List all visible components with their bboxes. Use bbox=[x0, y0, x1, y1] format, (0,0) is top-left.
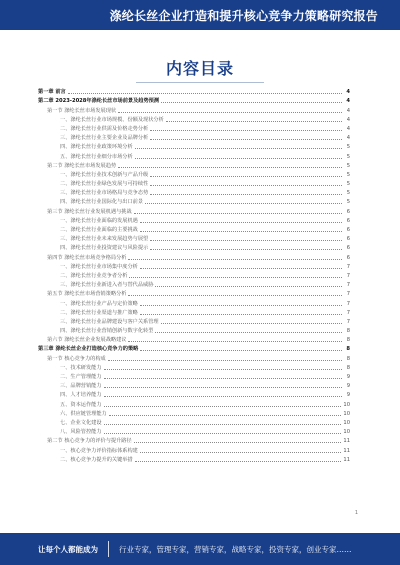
toc-entry-page: 7 bbox=[346, 318, 350, 325]
toc-entry-page: 5 bbox=[346, 144, 350, 151]
toc-entry[interactable] bbox=[38, 160, 350, 169]
toc-entry-label: 一、涤纶长丝行业面临的发展机遇 bbox=[60, 217, 138, 224]
report-header-banner bbox=[0, 0, 400, 30]
toc-leader-dots bbox=[129, 277, 342, 278]
toc-entry-label: 四、人才培养能力 bbox=[60, 392, 102, 399]
toc-entry[interactable] bbox=[38, 224, 350, 233]
toc-entry-label: 二、涤纶长丝行业绿色发展与可持续性 bbox=[60, 181, 149, 188]
toc-entry-page: 6 bbox=[346, 254, 350, 261]
toc-leader-dots bbox=[104, 369, 342, 370]
toc-entry[interactable] bbox=[38, 380, 350, 389]
toc-entry[interactable] bbox=[38, 242, 350, 251]
toc-entry[interactable] bbox=[38, 261, 350, 270]
toc-entry-page: 10 bbox=[343, 401, 350, 408]
toc-entry-page: 11 bbox=[343, 438, 350, 445]
toc-entry-label: 第六节 涤纶长丝企业发展战略建议 bbox=[47, 337, 127, 344]
toc-entry-label: 三、品牌营销能力 bbox=[60, 383, 102, 390]
toc-entry-label: 一、涤纶长丝行业市场集中度分析 bbox=[60, 263, 138, 270]
toc-entry-page: 6 bbox=[346, 227, 350, 233]
toc-entry-page: 4 bbox=[346, 89, 350, 96]
toc-entry-page: 9 bbox=[346, 392, 350, 399]
toc-entry-label: 七、企业文化建设 bbox=[60, 419, 102, 426]
toc-entry-page: 11 bbox=[343, 456, 350, 463]
toc-leader-dots bbox=[150, 176, 342, 177]
toc-entry[interactable] bbox=[38, 104, 350, 113]
toc-leader-dots bbox=[140, 268, 342, 269]
toc-leader-dots bbox=[140, 222, 342, 223]
toc-entry-label: 二、涤纶长丝行业供需及价格走势分析 bbox=[60, 125, 149, 132]
footer-divider bbox=[108, 541, 109, 557]
toc-entry[interactable] bbox=[38, 86, 350, 95]
report-title: 涤纶长丝企业打造和提升核心竞争力策略研究报告 bbox=[109, 8, 378, 23]
toc-leader-dots bbox=[140, 231, 342, 232]
toc-entry-page: 7 bbox=[346, 291, 350, 298]
toc-entry-label: 第一节 涤纶长丝市场发展现状 bbox=[47, 107, 117, 114]
toc-entry-label: 第二节 涤纶长丝市场发展趋势 bbox=[47, 162, 117, 169]
toc-entry[interactable] bbox=[38, 251, 350, 260]
toc-entry[interactable] bbox=[38, 132, 350, 141]
toc-entry-page: 5 bbox=[346, 153, 350, 160]
toc-leader-dots bbox=[150, 130, 342, 131]
toc-leader-dots bbox=[150, 240, 342, 241]
toc-entry[interactable] bbox=[38, 178, 350, 187]
toc-entry-page: 5 bbox=[346, 162, 350, 169]
toc-leader-dots bbox=[118, 167, 342, 168]
toc-entry[interactable] bbox=[38, 141, 350, 150]
toc-entry[interactable] bbox=[38, 114, 350, 123]
toc-entry[interactable] bbox=[38, 362, 350, 371]
toc-entry-page: 5 bbox=[346, 181, 350, 188]
toc-leader-dots bbox=[104, 387, 342, 388]
toc-leader-dots bbox=[118, 112, 342, 113]
toc-leader-dots bbox=[104, 433, 342, 434]
toc-entry-label: 三、涤纶长丝行业市场格局与竞争态势 bbox=[60, 190, 149, 197]
toc-entry-label: 三、涤纶长丝行业未来发展趋势与展望 bbox=[60, 236, 149, 243]
toc-entry-label: 一、核心竞争力评价指标体系构建 bbox=[60, 447, 138, 454]
toc-leader-dots bbox=[140, 350, 342, 351]
toc-entry-label: 四、涤纶长丝行业政策环境分析 bbox=[60, 144, 133, 151]
toc-entry[interactable] bbox=[38, 426, 350, 435]
toc-entry-page: 6 bbox=[346, 245, 350, 252]
toc-entry[interactable] bbox=[38, 334, 350, 343]
toc-title: 内容目录 bbox=[165, 59, 234, 78]
toc-leader-dots bbox=[135, 158, 342, 159]
toc-leader-dots bbox=[140, 314, 342, 315]
toc-entry[interactable] bbox=[38, 408, 350, 417]
toc-leader-dots bbox=[134, 213, 342, 214]
toc-entry-page: 11 bbox=[343, 447, 350, 454]
toc-entry-label: 二、涤纶长丝行业面临的主要挑战 bbox=[60, 227, 138, 233]
footer-banner bbox=[0, 533, 400, 565]
toc-entry[interactable] bbox=[38, 325, 350, 334]
toc-entry-page: 6 bbox=[346, 236, 350, 243]
toc-leader-dots bbox=[108, 360, 342, 361]
toc-entry[interactable] bbox=[38, 307, 350, 316]
toc-entry-page: 9 bbox=[346, 374, 350, 380]
toc-entry-page: 7 bbox=[346, 309, 350, 316]
toc-entry-label: 四、涤纶长丝行业国际化与出口前景 bbox=[60, 199, 144, 206]
toc-entry[interactable] bbox=[38, 215, 350, 224]
toc-entry[interactable] bbox=[38, 389, 350, 398]
toc-leader-dots bbox=[155, 332, 342, 333]
toc-entry-page: 4 bbox=[346, 116, 350, 123]
toc-entry-label: 一、技术研发能力 bbox=[60, 364, 102, 371]
toc-entry[interactable] bbox=[38, 279, 350, 288]
toc-entry-page: 4 bbox=[346, 125, 350, 132]
toc-leader-dots bbox=[161, 102, 342, 103]
toc-leader-dots bbox=[150, 194, 342, 195]
table-of-contents bbox=[38, 86, 350, 463]
toc-entry[interactable] bbox=[38, 169, 350, 178]
toc-entry[interactable] bbox=[38, 95, 350, 104]
toc-entry[interactable] bbox=[38, 288, 350, 297]
toc-entry-page: 8 bbox=[346, 328, 350, 335]
toc-entry[interactable] bbox=[38, 196, 350, 205]
toc-entry-label: 五、涤纶长丝行业细分市场分析 bbox=[60, 153, 133, 160]
toc-entry-label: 二、生产管理能力 bbox=[60, 374, 102, 380]
toc-entry-page: 10 bbox=[343, 410, 350, 417]
toc-entry[interactable] bbox=[38, 417, 350, 426]
toc-entry-page: 8 bbox=[346, 337, 350, 344]
toc-leader-dots bbox=[104, 406, 342, 407]
toc-title-rule bbox=[136, 82, 264, 83]
toc-entry-page: 4 bbox=[346, 98, 350, 105]
toc-entry-page: 7 bbox=[346, 300, 350, 307]
toc-leader-dots bbox=[128, 295, 342, 296]
toc-entry[interactable] bbox=[38, 297, 350, 306]
toc-leader-dots bbox=[104, 378, 342, 379]
toc-leader-dots bbox=[104, 396, 342, 397]
toc-entry-page: 9 bbox=[346, 383, 350, 390]
toc-leader-dots bbox=[128, 259, 342, 260]
toc-leader-dots bbox=[104, 424, 342, 425]
page-number: 1 bbox=[354, 510, 358, 516]
toc-entry[interactable] bbox=[38, 352, 350, 361]
toc-leader-dots bbox=[150, 139, 342, 140]
toc-entry[interactable] bbox=[38, 454, 350, 463]
toc-leader-dots bbox=[128, 341, 342, 342]
toc-entry[interactable] bbox=[38, 371, 350, 380]
toc-entry-page: 4 bbox=[346, 135, 350, 142]
toc-leader-dots bbox=[155, 286, 342, 287]
toc-entry-page: 4 bbox=[346, 107, 350, 114]
toc-leader-dots bbox=[150, 249, 342, 250]
toc-entry[interactable] bbox=[38, 233, 350, 242]
toc-entry-label: 一、涤纶长丝行业产品与定价策略 bbox=[60, 300, 138, 307]
footer-tagline: 行业专家，管理专家，营销专家，战略专家，投资专家，创业专家…… bbox=[119, 544, 352, 554]
toc-entry-label: 四、涤纶长丝行业营销创新与数字化转型 bbox=[60, 328, 154, 335]
toc-leader-dots bbox=[150, 185, 342, 186]
toc-entry-page: 7 bbox=[346, 282, 350, 289]
toc-entry[interactable] bbox=[38, 316, 350, 325]
toc-leader-dots bbox=[161, 323, 342, 324]
toc-entry-label: 一、涤纶长丝行业市场规模、份额及现状分析 bbox=[60, 116, 164, 123]
toc-entry-label: 八、风险管控能力 bbox=[60, 429, 102, 436]
toc-entry-label: 第五节 涤纶长丝市场营销策略分析 bbox=[47, 291, 127, 298]
toc-entry-label: 第四节 涤纶长丝市场竞争格局分析 bbox=[47, 254, 127, 261]
toc-entry-label: 二、涤纶长丝行业渠道与推广策略 bbox=[60, 309, 138, 316]
toc-leader-dots bbox=[166, 121, 342, 122]
toc-entry-label: 四、涤纶长丝行业投资建议与风险提示 bbox=[60, 245, 149, 252]
toc-entry-page: 7 bbox=[346, 272, 350, 279]
toc-entry-label: 三、涤纶长丝行业新进入者与替代品威胁 bbox=[60, 282, 154, 289]
toc-entry-page: 5 bbox=[346, 171, 350, 178]
toc-entry-page: 10 bbox=[343, 419, 350, 426]
toc-entry-label: 二、核心竞争力提升的关键举措 bbox=[60, 456, 133, 463]
toc-entry-page: 8 bbox=[346, 355, 350, 362]
toc-entry-label: 六、供应链管理能力 bbox=[60, 410, 107, 417]
toc-entry[interactable] bbox=[38, 444, 350, 453]
toc-entry-label: 第三章 涤纶长丝企业打造核心竞争力的策略 bbox=[38, 346, 139, 353]
toc-leader-dots bbox=[135, 148, 342, 149]
toc-entry[interactable] bbox=[38, 150, 350, 159]
toc-entry-page: 5 bbox=[346, 199, 350, 206]
toc-leader-dots bbox=[109, 415, 342, 416]
toc-entry-label: 二、涤纶长丝行业竞争者分析 bbox=[60, 272, 128, 279]
toc-entry[interactable] bbox=[38, 435, 350, 444]
toc-leader-dots bbox=[145, 203, 342, 204]
toc-entry-label: 三、涤纶长丝行业主要企业及品牌分析 bbox=[60, 135, 149, 142]
toc-entry[interactable] bbox=[38, 123, 350, 132]
toc-leader-dots bbox=[135, 461, 342, 462]
toc-entry-page: 8 bbox=[346, 364, 350, 371]
toc-entry[interactable] bbox=[38, 270, 350, 279]
toc-entry[interactable] bbox=[38, 398, 350, 407]
toc-entry[interactable] bbox=[38, 187, 350, 196]
toc-entry-label: 三、涤纶长丝行业品牌建设与客户关系管理 bbox=[60, 318, 159, 325]
toc-entry-label: 第一节 核心竞争力的构成 bbox=[47, 355, 106, 362]
toc-entry-page: 10 bbox=[343, 429, 350, 436]
toc-entry-page: 8 bbox=[346, 346, 350, 353]
toc-entry-page: 6 bbox=[346, 217, 350, 224]
toc-entry[interactable] bbox=[38, 205, 350, 214]
toc-entry-page: 7 bbox=[346, 263, 350, 270]
toc-leader-dots bbox=[134, 442, 342, 443]
toc-entry-label: 第一章 前言 bbox=[38, 89, 66, 96]
toc-entry-label: 一、涤纶长丝行业技术创新与产品升级 bbox=[60, 171, 149, 178]
toc-entry-page: 5 bbox=[346, 190, 350, 197]
toc-entry-label: 第二节 核心竞争力的评价与提升路径 bbox=[47, 438, 132, 445]
toc-entry-page: 6 bbox=[346, 208, 350, 215]
toc-leader-dots bbox=[68, 93, 342, 94]
toc-entry-label: 第三节 涤纶长丝行业发展机遇与挑战 bbox=[47, 208, 132, 215]
toc-leader-dots bbox=[140, 452, 342, 453]
toc-leader-dots bbox=[140, 305, 342, 306]
toc-entry-label: 第二章 2023-2028年涤纶长丝市场前景及趋势预测 bbox=[38, 98, 160, 105]
toc-entry-label: 五、资本运作能力 bbox=[60, 401, 102, 408]
toc-entry[interactable] bbox=[38, 343, 350, 352]
footer-slogan: 让每个人都能成为 bbox=[38, 544, 98, 554]
